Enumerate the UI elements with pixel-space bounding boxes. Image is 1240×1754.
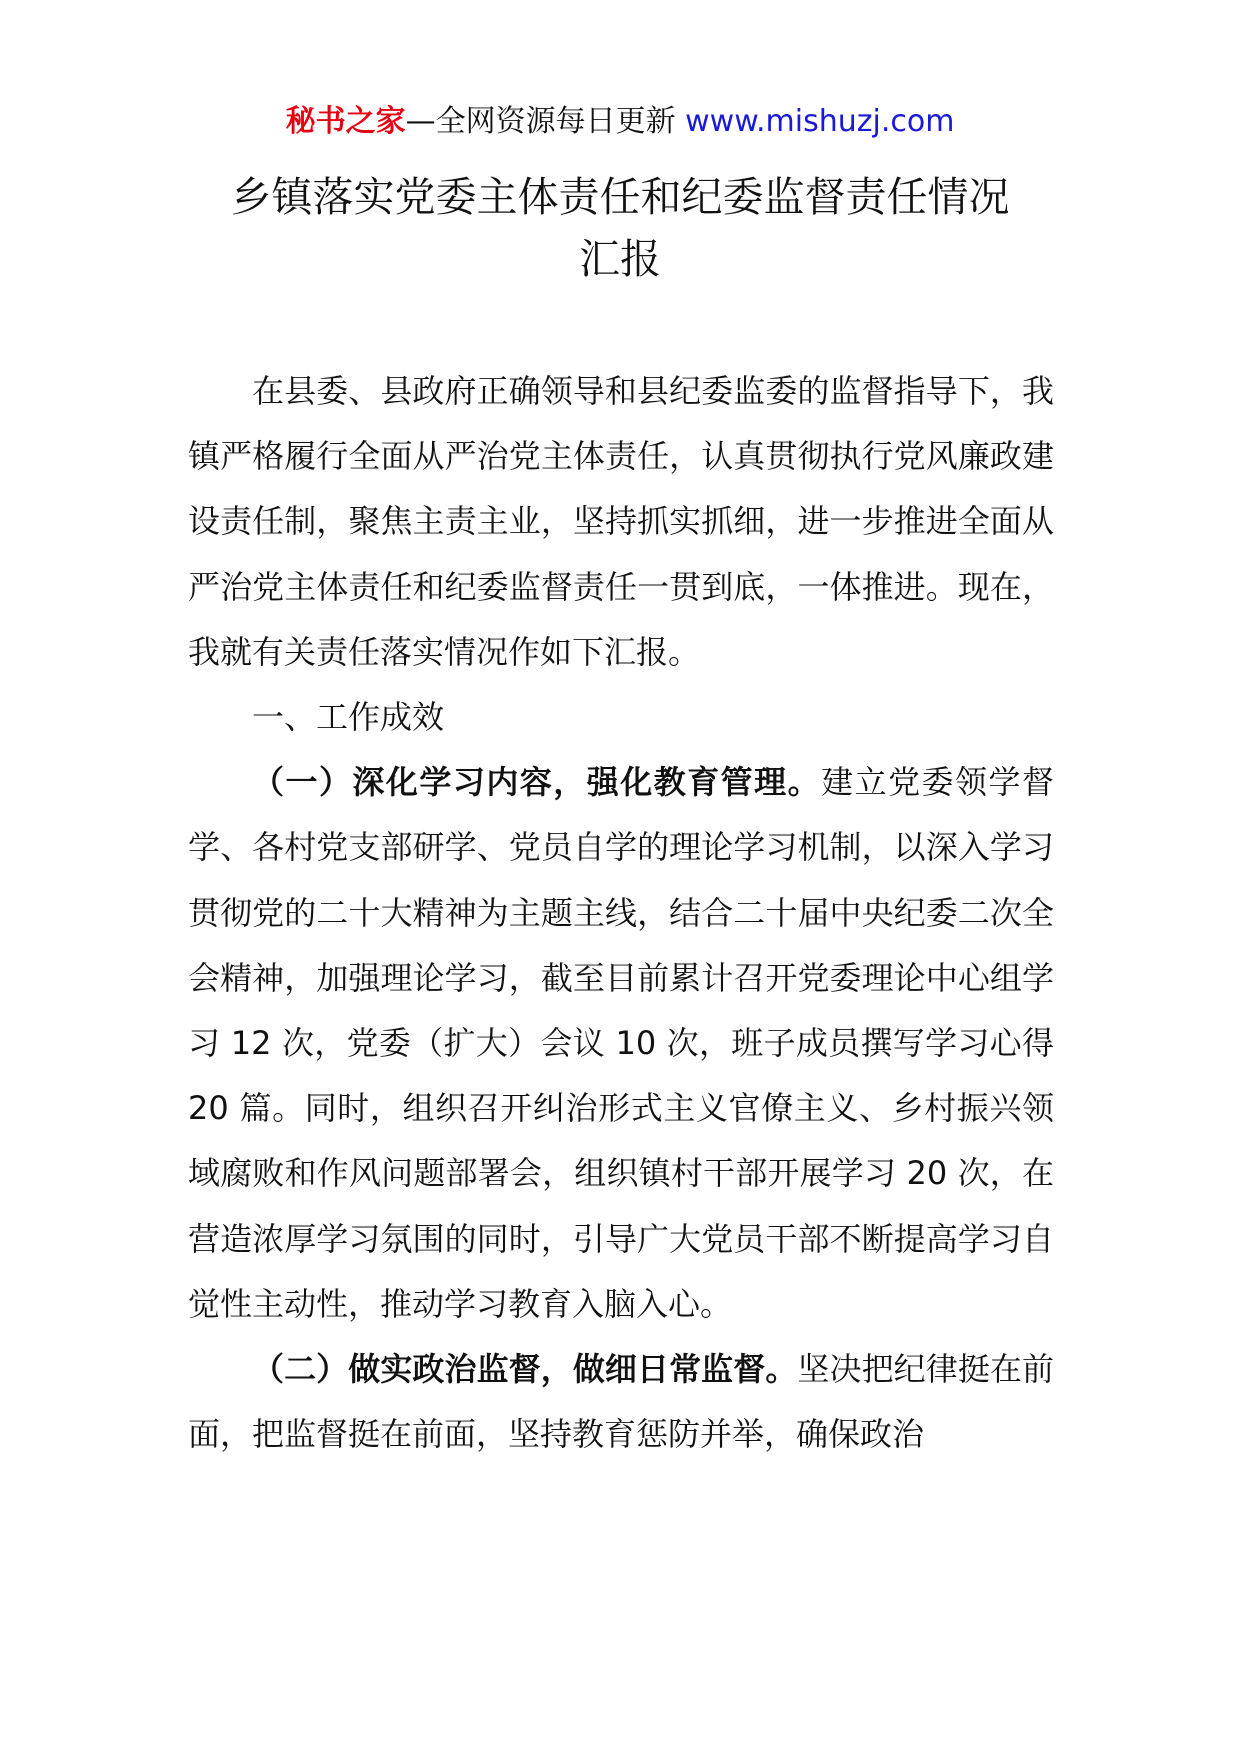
item-1-text: 建立党委领学督学、各村党支部研学、党员自学的理论学习机制，以深入学习贯彻党的二十大精神为主题主线，结合二十届中央纪委二次全会精神，加强理论学习，截至目前累计召开党委理论中心组学习 12 次，党委（扩大）会议 10 次，班子成员撰写学习心得 20 篇。同时，组织召开纠治形式主义官僚主义、乡村振兴领域腐败和作风问题部署会，组织镇村干部开展学习 20 次，在营造浓厚学习氛围的同时，引导广大党员干部不断提高学习自觉性主动性，推动学习教育入脑入心。 bbox=[188, 763, 1054, 1323]
banner-tagline: —全网资源每日更新 bbox=[405, 104, 686, 139]
item-2-paragraph bbox=[188, 1337, 1054, 1467]
item-1-paragraph bbox=[188, 750, 1054, 1337]
intro-paragraph: 在县委、县政府正确领导和县纪委监委的监督指导下，我镇严格履行全面从严治党主体责任，认真贯彻执行党风廉政建设责任制，聚焦主责主业，坚持抓实抓细，进一步推进全面从严治党主体责任和纪委监督责任一贯到底，一体推进。现在，我就有关责任落实情况作如下汇报。 bbox=[188, 372, 1054, 671]
title-line-2: 汇报 bbox=[579, 235, 661, 283]
watermark-banner bbox=[0, 102, 1240, 142]
item-1-heading: （一）深化学习内容，强化教育管理。 bbox=[252, 763, 822, 802]
banner-url[interactable]: www.mishuzj.com bbox=[685, 104, 955, 139]
document-body bbox=[188, 359, 1054, 1467]
section-heading: 一、工作成效 bbox=[252, 698, 445, 737]
item-2-heading: （二）做实政治监督，做细日常监督。 bbox=[252, 1350, 798, 1389]
brand-name: 秘书之家 bbox=[285, 104, 406, 139]
item-2-text: 坚决把纪律挺在前面，把监督挺在前面，坚持教育惩防并举，确保政治 bbox=[188, 1350, 1054, 1454]
document-title bbox=[150, 166, 1090, 290]
title-line-1: 乡镇落实党委主体责任和纪委监督责任情况 bbox=[230, 173, 1010, 221]
